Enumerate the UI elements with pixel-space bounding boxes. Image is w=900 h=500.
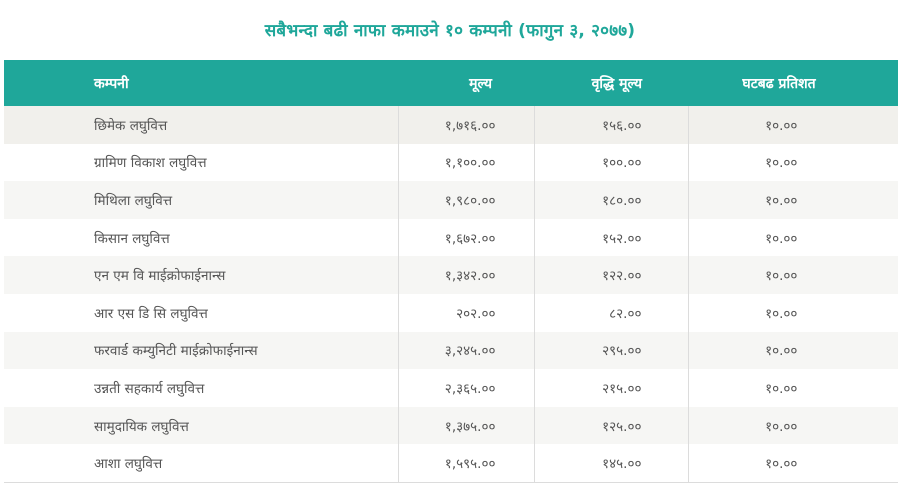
change-cell: १२२.००	[534, 256, 688, 294]
price-cell: ३,२४५.००	[398, 332, 534, 370]
price-cell: १,७१६.००	[398, 106, 534, 144]
percent-cell: १०.००	[688, 444, 898, 482]
company-name-cell: छिमेक लघुवित्त	[4, 106, 398, 144]
percent-cell: १०.००	[688, 219, 898, 257]
price-cell: १,३७५.००	[398, 407, 534, 445]
change-cell: २१५.००	[534, 369, 688, 407]
change-cell: १५६.००	[534, 106, 688, 144]
table-row[interactable]	[4, 219, 898, 257]
column-header-company[interactable]: कम्पनी	[4, 60, 398, 106]
gainers-table	[4, 60, 898, 483]
change-cell: १००.००	[534, 144, 688, 182]
change-cell: २९५.००	[534, 332, 688, 370]
company-name-cell: सामुदायिक लघुवित्त	[4, 407, 398, 445]
table-row[interactable]	[4, 144, 898, 182]
change-cell: ८२.००	[534, 294, 688, 332]
price-cell: २,३६५.००	[398, 369, 534, 407]
price-cell: १,३४२.००	[398, 256, 534, 294]
percent-cell: १०.००	[688, 144, 898, 182]
price-cell: १,९८०.००	[398, 181, 534, 219]
column-header-change[interactable]: वृद्धि मूल्य	[534, 60, 688, 106]
price-cell: १,५९५.००	[398, 444, 534, 482]
company-name-cell: मिथिला लघुवित्त	[4, 181, 398, 219]
table-row[interactable]	[4, 294, 898, 332]
percent-cell: १०.००	[688, 369, 898, 407]
column-header-price[interactable]: मूल्य	[398, 60, 534, 106]
percent-cell: १०.००	[688, 294, 898, 332]
percent-cell: १०.००	[688, 332, 898, 370]
price-cell: १,१००.००	[398, 144, 534, 182]
percent-cell: १०.००	[688, 256, 898, 294]
change-cell: १४५.००	[534, 444, 688, 482]
percent-cell: १०.००	[688, 106, 898, 144]
table-row[interactable]	[4, 332, 898, 370]
column-header-percent[interactable]: घटबढ प्रतिशत	[688, 60, 898, 106]
table-row[interactable]	[4, 407, 898, 445]
company-name-cell: उन्नती सहकार्य लघुवित्त	[4, 369, 398, 407]
price-cell: २०२.००	[398, 294, 534, 332]
table-row[interactable]	[4, 369, 898, 407]
change-cell: १२५.००	[534, 407, 688, 445]
company-name-cell: एन एम वि माईक्रोफाईनान्स	[4, 256, 398, 294]
price-cell: १,६७२.००	[398, 219, 534, 257]
company-name-cell: आशा लघुवित्त	[4, 444, 398, 482]
table-row[interactable]	[4, 181, 898, 219]
table-row[interactable]	[4, 106, 898, 144]
percent-cell: १०.००	[688, 407, 898, 445]
change-cell: १८०.००	[534, 181, 688, 219]
company-name-cell: फरवार्ड कम्युनिटी माईक्रोफाईनान्स	[4, 332, 398, 370]
table-row[interactable]	[4, 256, 898, 294]
company-name-cell: आर एस डि सि लघुवित्त	[4, 294, 398, 332]
percent-cell: १०.००	[688, 181, 898, 219]
table-header-row	[4, 60, 898, 106]
change-cell: १५२.००	[534, 219, 688, 257]
table-row[interactable]	[4, 444, 898, 482]
company-name-cell: ग्रामिण विकाश लघुवित्त	[4, 144, 398, 182]
company-name-cell: किसान लघुवित्त	[4, 219, 398, 257]
page-title: सबैभन्दा बढी नाफा कमाउने १० कम्पनी (फागुन ३, २०७७)	[264, 21, 636, 41]
